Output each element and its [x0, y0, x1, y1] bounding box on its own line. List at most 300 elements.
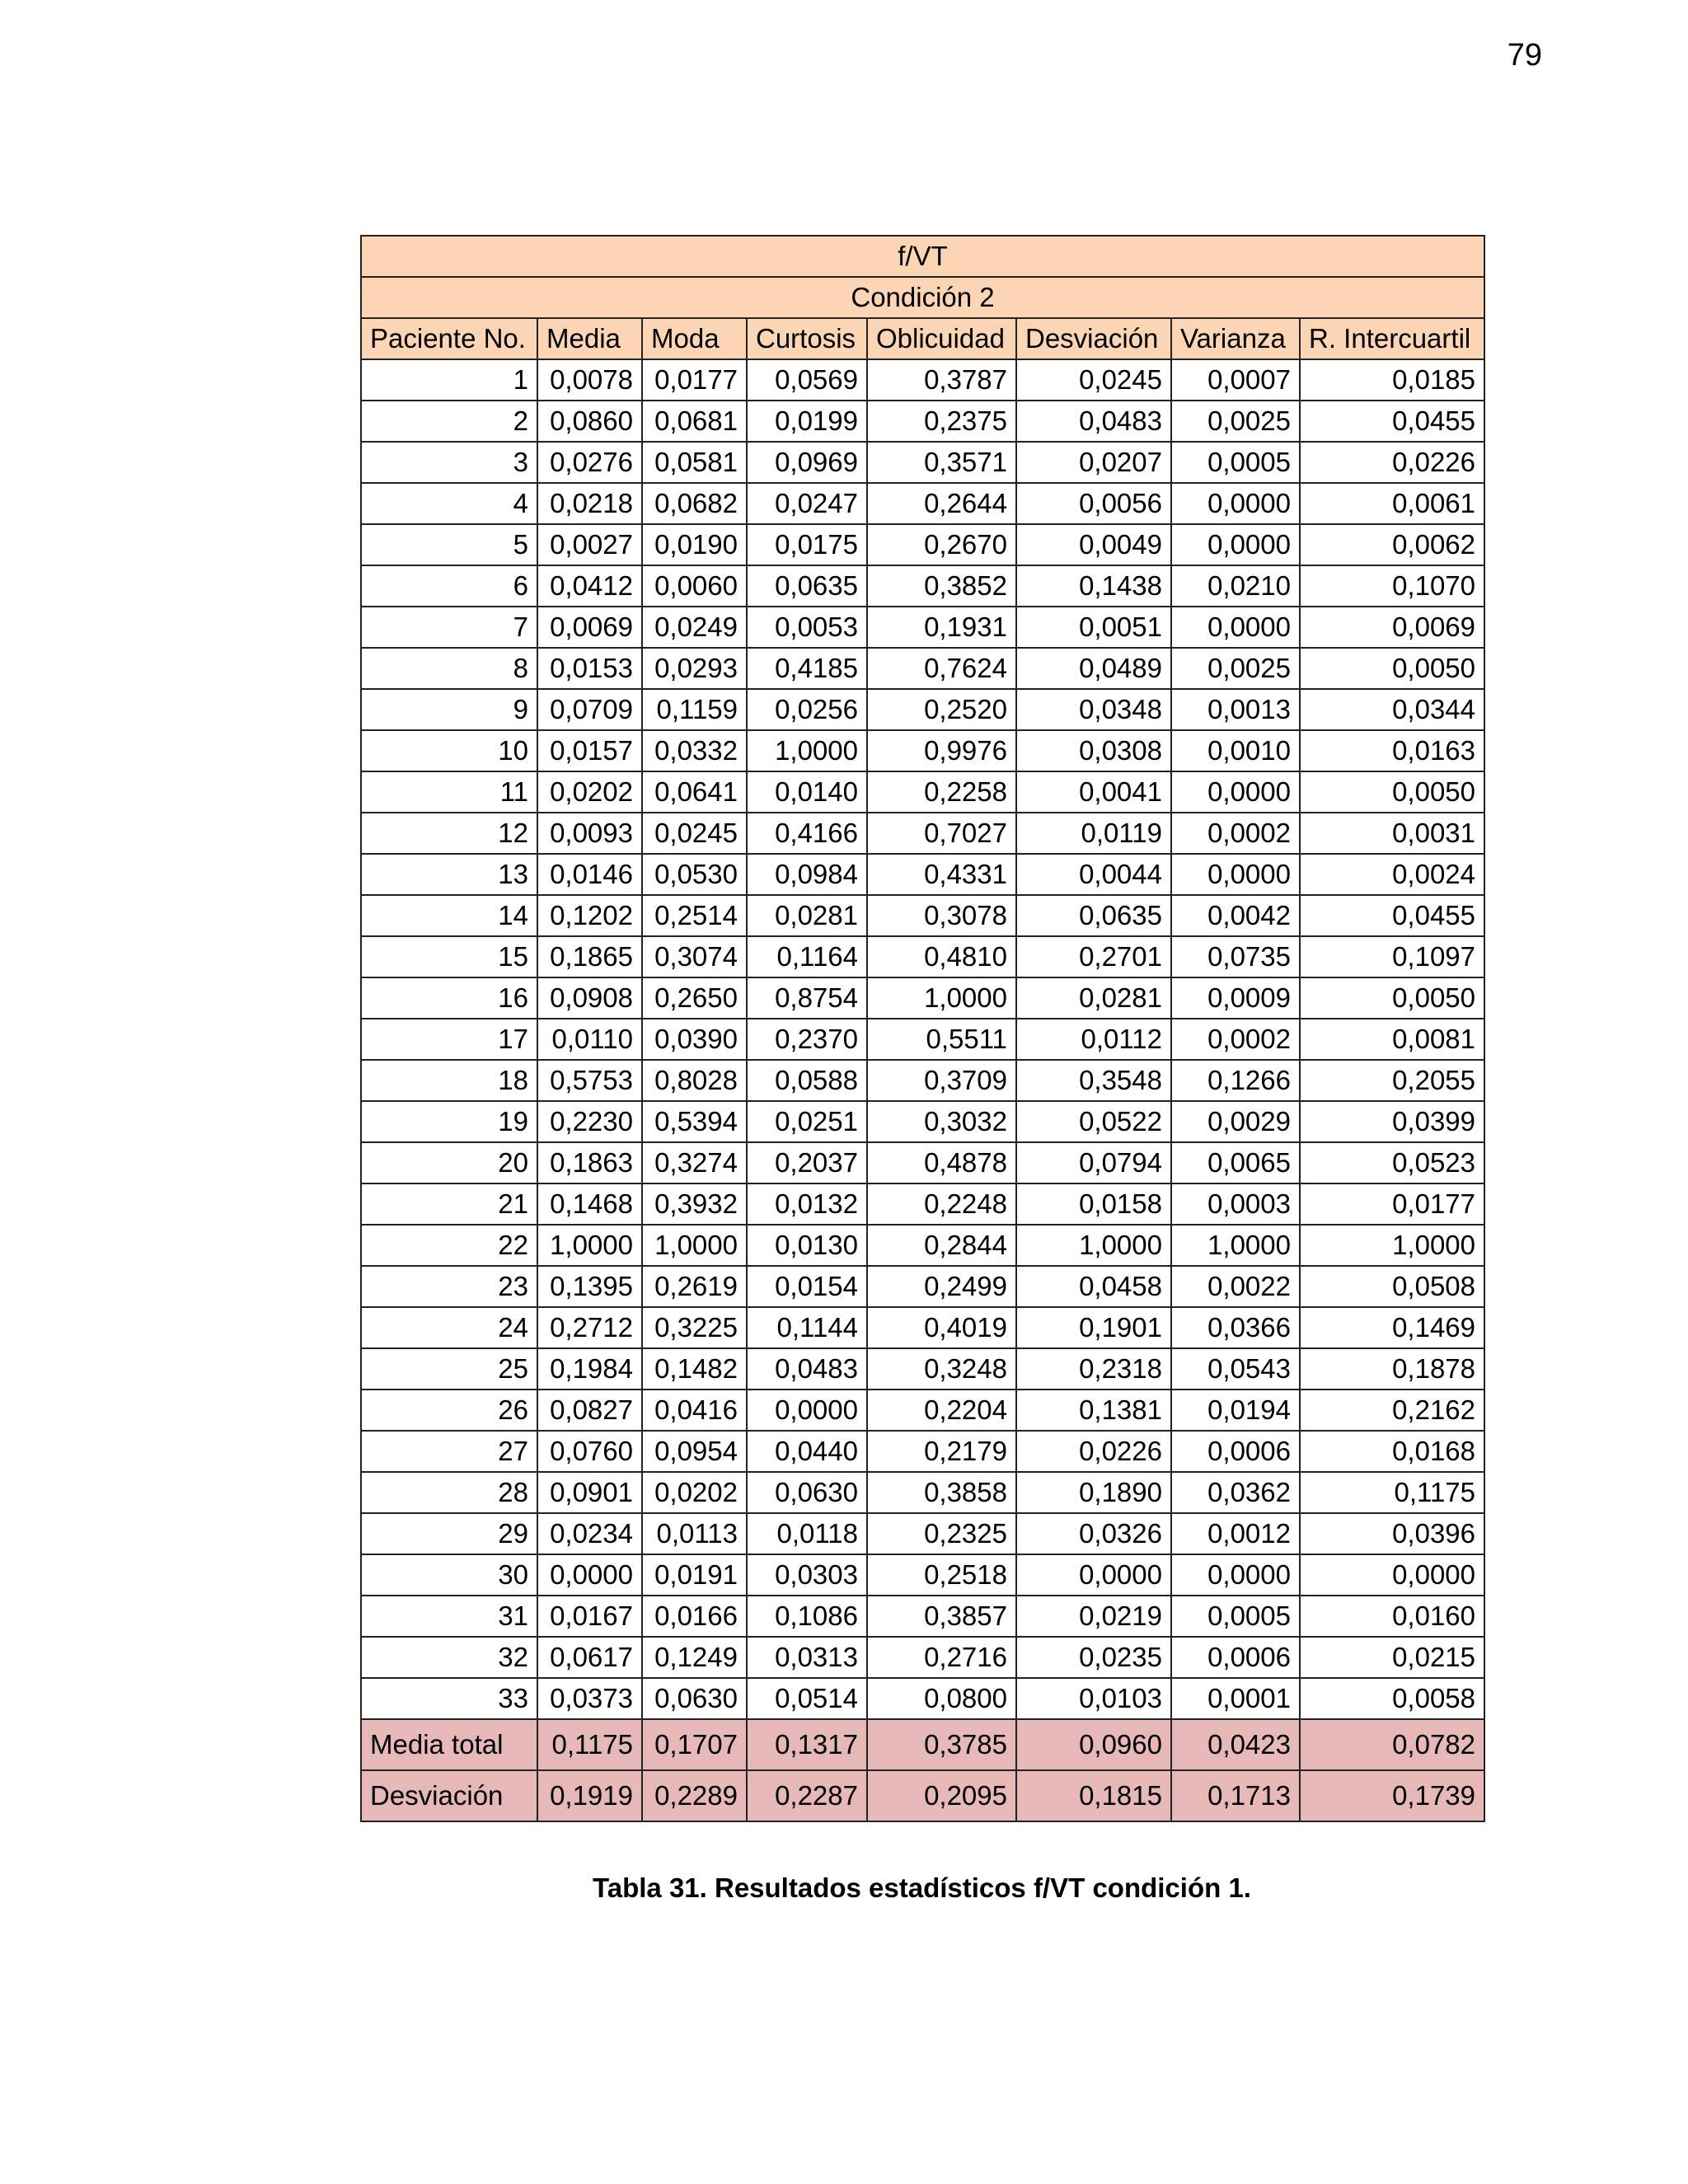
value-cell: 0,1381: [1016, 1390, 1171, 1431]
value-cell: 0,0000: [1171, 607, 1300, 648]
value-cell: 0,0132: [747, 1183, 867, 1225]
value-cell: 0,0226: [1016, 1431, 1171, 1472]
value-cell: 0,0588: [747, 1060, 867, 1101]
value-cell: 0,0332: [642, 730, 747, 771]
summary-label-cell: Desviación: [361, 1770, 537, 1821]
patient-number-cell: 10: [361, 730, 537, 771]
value-cell: 0,1469: [1300, 1307, 1484, 1348]
value-cell: 0,1159: [642, 689, 747, 730]
value-cell: 0,3787: [867, 359, 1016, 401]
value-cell: 0,2716: [867, 1637, 1016, 1678]
table-row: [361, 1348, 1484, 1390]
value-cell: 0,0160: [1300, 1596, 1484, 1637]
value-cell: 0,0191: [642, 1554, 747, 1596]
value-cell: 0,0001: [1171, 1678, 1300, 1719]
value-cell: 0,0794: [1016, 1142, 1171, 1183]
value-cell: 0,2375: [867, 401, 1016, 442]
value-cell: 0,0617: [537, 1637, 642, 1678]
value-cell: 0,0226: [1300, 442, 1484, 483]
table-body: [361, 359, 1484, 1719]
value-cell: 0,0006: [1171, 1431, 1300, 1472]
table-row: [361, 401, 1484, 442]
value-cell: 0,0984: [747, 854, 867, 895]
patient-number-cell: 11: [361, 771, 537, 813]
value-cell: 0,3571: [867, 442, 1016, 483]
value-cell: 0,0210: [1171, 565, 1300, 607]
value-cell: 0,0199: [747, 401, 867, 442]
value-cell: 0,0412: [537, 565, 642, 607]
value-cell: 0,0167: [537, 1596, 642, 1637]
value-cell: 0,0065: [1171, 1142, 1300, 1183]
value-cell: 0,4185: [747, 648, 867, 689]
value-cell: 0,0630: [747, 1472, 867, 1513]
column-header: Paciente No.: [361, 318, 537, 359]
value-cell: 0,0635: [1016, 895, 1171, 936]
summary-value-cell: 0,1713: [1171, 1770, 1300, 1821]
value-cell: 0,0000: [1171, 771, 1300, 813]
value-cell: 0,0440: [747, 1431, 867, 1472]
table-row: [361, 1266, 1484, 1307]
patient-number-cell: 30: [361, 1554, 537, 1596]
value-cell: 0,0000: [1171, 524, 1300, 565]
table-row: [361, 1554, 1484, 1596]
value-cell: 0,0130: [747, 1225, 867, 1266]
value-cell: 1,0000: [1016, 1225, 1171, 1266]
patient-number-cell: 22: [361, 1225, 537, 1266]
value-cell: 0,0276: [537, 442, 642, 483]
value-cell: 0,2619: [642, 1266, 747, 1307]
value-cell: 1,0000: [642, 1225, 747, 1266]
value-cell: 0,2258: [867, 771, 1016, 813]
value-cell: 0,2370: [747, 1019, 867, 1060]
patient-number-cell: 24: [361, 1307, 537, 1348]
value-cell: 0,0207: [1016, 442, 1171, 483]
value-cell: 0,2712: [537, 1307, 642, 1348]
value-cell: 0,1395: [537, 1266, 642, 1307]
value-cell: 0,7027: [867, 813, 1016, 854]
table-subtitle: Condición 2: [361, 277, 1484, 318]
value-cell: 0,0168: [1300, 1431, 1484, 1472]
patient-number-cell: 1: [361, 359, 537, 401]
value-cell: 0,1249: [642, 1637, 747, 1678]
value-cell: 0,0012: [1171, 1513, 1300, 1554]
value-cell: 0,2162: [1300, 1390, 1484, 1431]
table-row: [361, 648, 1484, 689]
patient-number-cell: 25: [361, 1348, 537, 1390]
table-row: [361, 895, 1484, 936]
value-cell: 0,0455: [1300, 895, 1484, 936]
value-cell: 0,0163: [1300, 730, 1484, 771]
value-cell: 0,0177: [642, 359, 747, 401]
value-cell: 0,0000: [1016, 1554, 1171, 1596]
value-cell: 0,9976: [867, 730, 1016, 771]
value-cell: 0,3074: [642, 936, 747, 977]
page-number: 79: [1507, 38, 1542, 73]
value-cell: 0,0177: [1300, 1183, 1484, 1225]
summary-row: [361, 1719, 1484, 1770]
value-cell: 0,0190: [642, 524, 747, 565]
value-cell: 0,0146: [537, 854, 642, 895]
value-cell: 0,0969: [747, 442, 867, 483]
value-cell: 0,0901: [537, 1472, 642, 1513]
value-cell: 0,5511: [867, 1019, 1016, 1060]
value-cell: 0,0215: [1300, 1637, 1484, 1678]
value-cell: 0,0344: [1300, 689, 1484, 730]
table-row: [361, 1307, 1484, 1348]
value-cell: 0,1097: [1300, 936, 1484, 977]
patient-number-cell: 23: [361, 1266, 537, 1307]
value-cell: 0,0522: [1016, 1101, 1171, 1142]
table-row: [361, 730, 1484, 771]
value-cell: 0,0234: [537, 1513, 642, 1554]
value-cell: 0,0005: [1171, 1596, 1300, 1637]
table-row: [361, 771, 1484, 813]
value-cell: 0,0060: [642, 565, 747, 607]
value-cell: 0,3857: [867, 1596, 1016, 1637]
value-cell: 0,0042: [1171, 895, 1300, 936]
value-cell: 0,0050: [1300, 771, 1484, 813]
summary-value-cell: 0,0960: [1016, 1719, 1171, 1770]
value-cell: 0,3709: [867, 1060, 1016, 1101]
table-row: [361, 1431, 1484, 1472]
value-cell: 0,0050: [1300, 977, 1484, 1019]
table-row: [361, 977, 1484, 1019]
value-cell: 0,4810: [867, 936, 1016, 977]
value-cell: 1,0000: [747, 730, 867, 771]
value-cell: 0,4166: [747, 813, 867, 854]
value-cell: 0,2204: [867, 1390, 1016, 1431]
table-caption: Tabla 31. Resultados estadísticos f/VT condición 1.: [593, 1872, 1251, 1903]
summary-value-cell: 0,1175: [537, 1719, 642, 1770]
table-row: [361, 854, 1484, 895]
value-cell: 0,0735: [1171, 936, 1300, 977]
table-row: [361, 1637, 1484, 1678]
value-cell: 0,0245: [1016, 359, 1171, 401]
value-cell: 0,2248: [867, 1183, 1016, 1225]
value-cell: 0,0024: [1300, 854, 1484, 895]
value-cell: 0,8754: [747, 977, 867, 1019]
value-cell: 0,0514: [747, 1678, 867, 1719]
value-cell: 0,0041: [1016, 771, 1171, 813]
value-cell: 0,0281: [747, 895, 867, 936]
table-row: [361, 607, 1484, 648]
value-cell: 0,3225: [642, 1307, 747, 1348]
value-cell: 0,0081: [1300, 1019, 1484, 1060]
value-cell: 0,2499: [867, 1266, 1016, 1307]
value-cell: 0,1144: [747, 1307, 867, 1348]
value-cell: 0,0013: [1171, 689, 1300, 730]
summary-value-cell: 0,1815: [1016, 1770, 1171, 1821]
table-row: [361, 689, 1484, 730]
patient-number-cell: 14: [361, 895, 537, 936]
patient-number-cell: 20: [361, 1142, 537, 1183]
value-cell: 0,0202: [642, 1472, 747, 1513]
value-cell: 0,0031: [1300, 813, 1484, 854]
column-header: Media: [537, 318, 642, 359]
value-cell: 0,0303: [747, 1554, 867, 1596]
patient-number-cell: 9: [361, 689, 537, 730]
value-cell: 0,4331: [867, 854, 1016, 895]
value-cell: 0,4878: [867, 1142, 1016, 1183]
value-cell: 0,0158: [1016, 1183, 1171, 1225]
value-cell: 0,0543: [1171, 1348, 1300, 1390]
patient-number-cell: 26: [361, 1390, 537, 1431]
value-cell: 0,0003: [1171, 1183, 1300, 1225]
value-cell: 0,1984: [537, 1348, 642, 1390]
value-cell: 0,0281: [1016, 977, 1171, 1019]
value-cell: 0,0194: [1171, 1390, 1300, 1431]
value-cell: 0,1878: [1300, 1348, 1484, 1390]
patient-number-cell: 16: [361, 977, 537, 1019]
table-row: [361, 359, 1484, 401]
value-cell: 0,0000: [537, 1554, 642, 1596]
value-cell: 0,1482: [642, 1348, 747, 1390]
value-cell: 1,0000: [1171, 1225, 1300, 1266]
value-cell: 0,0308: [1016, 730, 1171, 771]
value-cell: 0,2644: [867, 483, 1016, 524]
value-cell: 0,0760: [537, 1431, 642, 1472]
value-cell: 0,1164: [747, 936, 867, 977]
table-row: [361, 1225, 1484, 1266]
value-cell: 0,1863: [537, 1142, 642, 1183]
value-cell: 0,0218: [537, 483, 642, 524]
value-cell: 0,0078: [537, 359, 642, 401]
value-cell: 0,0069: [537, 607, 642, 648]
value-cell: 0,1202: [537, 895, 642, 936]
value-cell: 0,3248: [867, 1348, 1016, 1390]
value-cell: 0,3852: [867, 565, 1016, 607]
patient-number-cell: 2: [361, 401, 537, 442]
patient-number-cell: 27: [361, 1431, 537, 1472]
value-cell: 0,0390: [642, 1019, 747, 1060]
value-cell: 0,0053: [747, 607, 867, 648]
value-cell: 0,0118: [747, 1513, 867, 1554]
value-cell: 0,0313: [747, 1637, 867, 1678]
value-cell: 0,2055: [1300, 1060, 1484, 1101]
value-cell: 0,0027: [537, 524, 642, 565]
column-header: Desviación: [1016, 318, 1171, 359]
column-header: Curtosis: [747, 318, 867, 359]
value-cell: 0,2325: [867, 1513, 1016, 1554]
value-cell: 0,0006: [1171, 1637, 1300, 1678]
patient-number-cell: 8: [361, 648, 537, 689]
value-cell: 0,3274: [642, 1142, 747, 1183]
value-cell: 0,0249: [642, 607, 747, 648]
value-cell: 0,0251: [747, 1101, 867, 1142]
summary-value-cell: 0,2289: [642, 1770, 747, 1821]
value-cell: 0,0348: [1016, 689, 1171, 730]
table-row: [361, 1019, 1484, 1060]
value-cell: 0,1890: [1016, 1472, 1171, 1513]
value-cell: 0,0235: [1016, 1637, 1171, 1678]
patient-number-cell: 13: [361, 854, 537, 895]
value-cell: 0,0293: [642, 648, 747, 689]
value-cell: 0,2701: [1016, 936, 1171, 977]
table-summary: [361, 1719, 1484, 1821]
value-cell: 0,0005: [1171, 442, 1300, 483]
summary-value-cell: 0,0423: [1171, 1719, 1300, 1770]
column-header: Moda: [642, 318, 747, 359]
value-cell: 0,3858: [867, 1472, 1016, 1513]
value-cell: 0,8028: [642, 1060, 747, 1101]
value-cell: 0,2520: [867, 689, 1016, 730]
value-cell: 0,0000: [1300, 1554, 1484, 1596]
value-cell: 0,2518: [867, 1554, 1016, 1596]
value-cell: 0,0140: [747, 771, 867, 813]
value-cell: 0,0416: [642, 1390, 747, 1431]
patient-number-cell: 12: [361, 813, 537, 854]
column-header: R. Intercuartil: [1300, 318, 1484, 359]
value-cell: 0,0860: [537, 401, 642, 442]
value-cell: 0,0326: [1016, 1513, 1171, 1554]
patient-number-cell: 31: [361, 1596, 537, 1637]
value-cell: 0,0000: [747, 1390, 867, 1431]
table-row: [361, 1472, 1484, 1513]
patient-number-cell: 3: [361, 442, 537, 483]
value-cell: 0,2318: [1016, 1348, 1171, 1390]
value-cell: 0,0056: [1016, 483, 1171, 524]
value-cell: 0,0827: [537, 1390, 642, 1431]
value-cell: 0,0029: [1171, 1101, 1300, 1142]
patient-number-cell: 7: [361, 607, 537, 648]
value-cell: 0,0630: [642, 1678, 747, 1719]
table-row: [361, 1390, 1484, 1431]
value-cell: 0,2670: [867, 524, 1016, 565]
summary-row: [361, 1770, 1484, 1821]
table-row: [361, 442, 1484, 483]
table-row: [361, 936, 1484, 977]
value-cell: 0,0110: [537, 1019, 642, 1060]
value-cell: 0,0483: [747, 1348, 867, 1390]
value-cell: 0,0025: [1171, 401, 1300, 442]
value-cell: 0,0256: [747, 689, 867, 730]
value-cell: 0,0483: [1016, 401, 1171, 442]
value-cell: 0,5753: [537, 1060, 642, 1101]
patient-number-cell: 28: [361, 1472, 537, 1513]
patient-number-cell: 21: [361, 1183, 537, 1225]
value-cell: 0,0093: [537, 813, 642, 854]
value-cell: 0,0489: [1016, 648, 1171, 689]
value-cell: 0,0530: [642, 854, 747, 895]
value-cell: 0,0025: [1171, 648, 1300, 689]
value-cell: 0,0002: [1171, 813, 1300, 854]
value-cell: 0,0154: [747, 1266, 867, 1307]
patient-number-cell: 29: [361, 1513, 537, 1554]
table-row: [361, 1596, 1484, 1637]
value-cell: 0,1901: [1016, 1307, 1171, 1348]
value-cell: 0,0523: [1300, 1142, 1484, 1183]
value-cell: 0,0000: [1171, 1554, 1300, 1596]
patient-number-cell: 4: [361, 483, 537, 524]
value-cell: 0,0061: [1300, 483, 1484, 524]
value-cell: 0,0247: [747, 483, 867, 524]
value-cell: 0,0069: [1300, 607, 1484, 648]
value-cell: 0,2844: [867, 1225, 1016, 1266]
value-cell: 0,3032: [867, 1101, 1016, 1142]
value-cell: 0,3548: [1016, 1060, 1171, 1101]
table-row: [361, 1060, 1484, 1101]
value-cell: 0,2514: [642, 895, 747, 936]
value-cell: 0,0635: [747, 565, 867, 607]
value-cell: 0,1468: [537, 1183, 642, 1225]
patient-number-cell: 19: [361, 1101, 537, 1142]
value-cell: 0,0002: [1171, 1019, 1300, 1060]
value-cell: 0,7624: [867, 648, 1016, 689]
table-row: [361, 1101, 1484, 1142]
table-row: [361, 1678, 1484, 1719]
table-row: [361, 524, 1484, 565]
value-cell: 1,0000: [537, 1225, 642, 1266]
value-cell: 0,1266: [1171, 1060, 1300, 1101]
summary-value-cell: 0,3785: [867, 1719, 1016, 1770]
value-cell: 0,0458: [1016, 1266, 1171, 1307]
summary-value-cell: 0,2287: [747, 1770, 867, 1821]
value-cell: 0,0044: [1016, 854, 1171, 895]
value-cell: 0,5394: [642, 1101, 747, 1142]
value-cell: 0,0022: [1171, 1266, 1300, 1307]
summary-value-cell: 0,1317: [747, 1719, 867, 1770]
summary-value-cell: 0,1739: [1300, 1770, 1484, 1821]
value-cell: 0,0153: [537, 648, 642, 689]
value-cell: 0,0103: [1016, 1678, 1171, 1719]
value-cell: 0,2037: [747, 1142, 867, 1183]
value-cell: 0,0954: [642, 1431, 747, 1472]
value-cell: 0,0455: [1300, 401, 1484, 442]
summary-value-cell: 0,1707: [642, 1719, 747, 1770]
value-cell: 0,0000: [1171, 483, 1300, 524]
value-cell: 0,1931: [867, 607, 1016, 648]
value-cell: 0,0113: [642, 1513, 747, 1554]
value-cell: 0,1438: [1016, 565, 1171, 607]
patient-number-cell: 15: [361, 936, 537, 977]
value-cell: 0,0049: [1016, 524, 1171, 565]
value-cell: 0,0908: [537, 977, 642, 1019]
table-row: [361, 565, 1484, 607]
value-cell: 0,0062: [1300, 524, 1484, 565]
value-cell: 0,2179: [867, 1431, 1016, 1472]
table-row: [361, 483, 1484, 524]
value-cell: 0,0166: [642, 1596, 747, 1637]
value-cell: 0,0202: [537, 771, 642, 813]
value-cell: 0,0000: [1171, 854, 1300, 895]
value-cell: 0,0050: [1300, 648, 1484, 689]
value-cell: 0,0569: [747, 359, 867, 401]
patient-number-cell: 17: [361, 1019, 537, 1060]
value-cell: 0,0682: [642, 483, 747, 524]
value-cell: 0,1865: [537, 936, 642, 977]
value-cell: 0,0219: [1016, 1596, 1171, 1637]
table-row: [361, 1142, 1484, 1183]
column-header: Oblicuidad: [867, 318, 1016, 359]
value-cell: 0,0581: [642, 442, 747, 483]
value-cell: 0,2650: [642, 977, 747, 1019]
table-row: [361, 813, 1484, 854]
value-cell: 0,0641: [642, 771, 747, 813]
value-cell: 0,0119: [1016, 813, 1171, 854]
value-cell: 0,0399: [1300, 1101, 1484, 1142]
value-cell: 0,0362: [1171, 1472, 1300, 1513]
summary-value-cell: 0,2095: [867, 1770, 1016, 1821]
table-row: [361, 1183, 1484, 1225]
statistics-table: [360, 235, 1485, 1822]
value-cell: 0,0245: [642, 813, 747, 854]
summary-label-cell: Media total: [361, 1719, 537, 1770]
value-cell: 1,0000: [867, 977, 1016, 1019]
value-cell: 0,0112: [1016, 1019, 1171, 1060]
value-cell: 0,1175: [1300, 1472, 1484, 1513]
table-title: f/VT: [361, 236, 1484, 277]
value-cell: 0,0007: [1171, 359, 1300, 401]
